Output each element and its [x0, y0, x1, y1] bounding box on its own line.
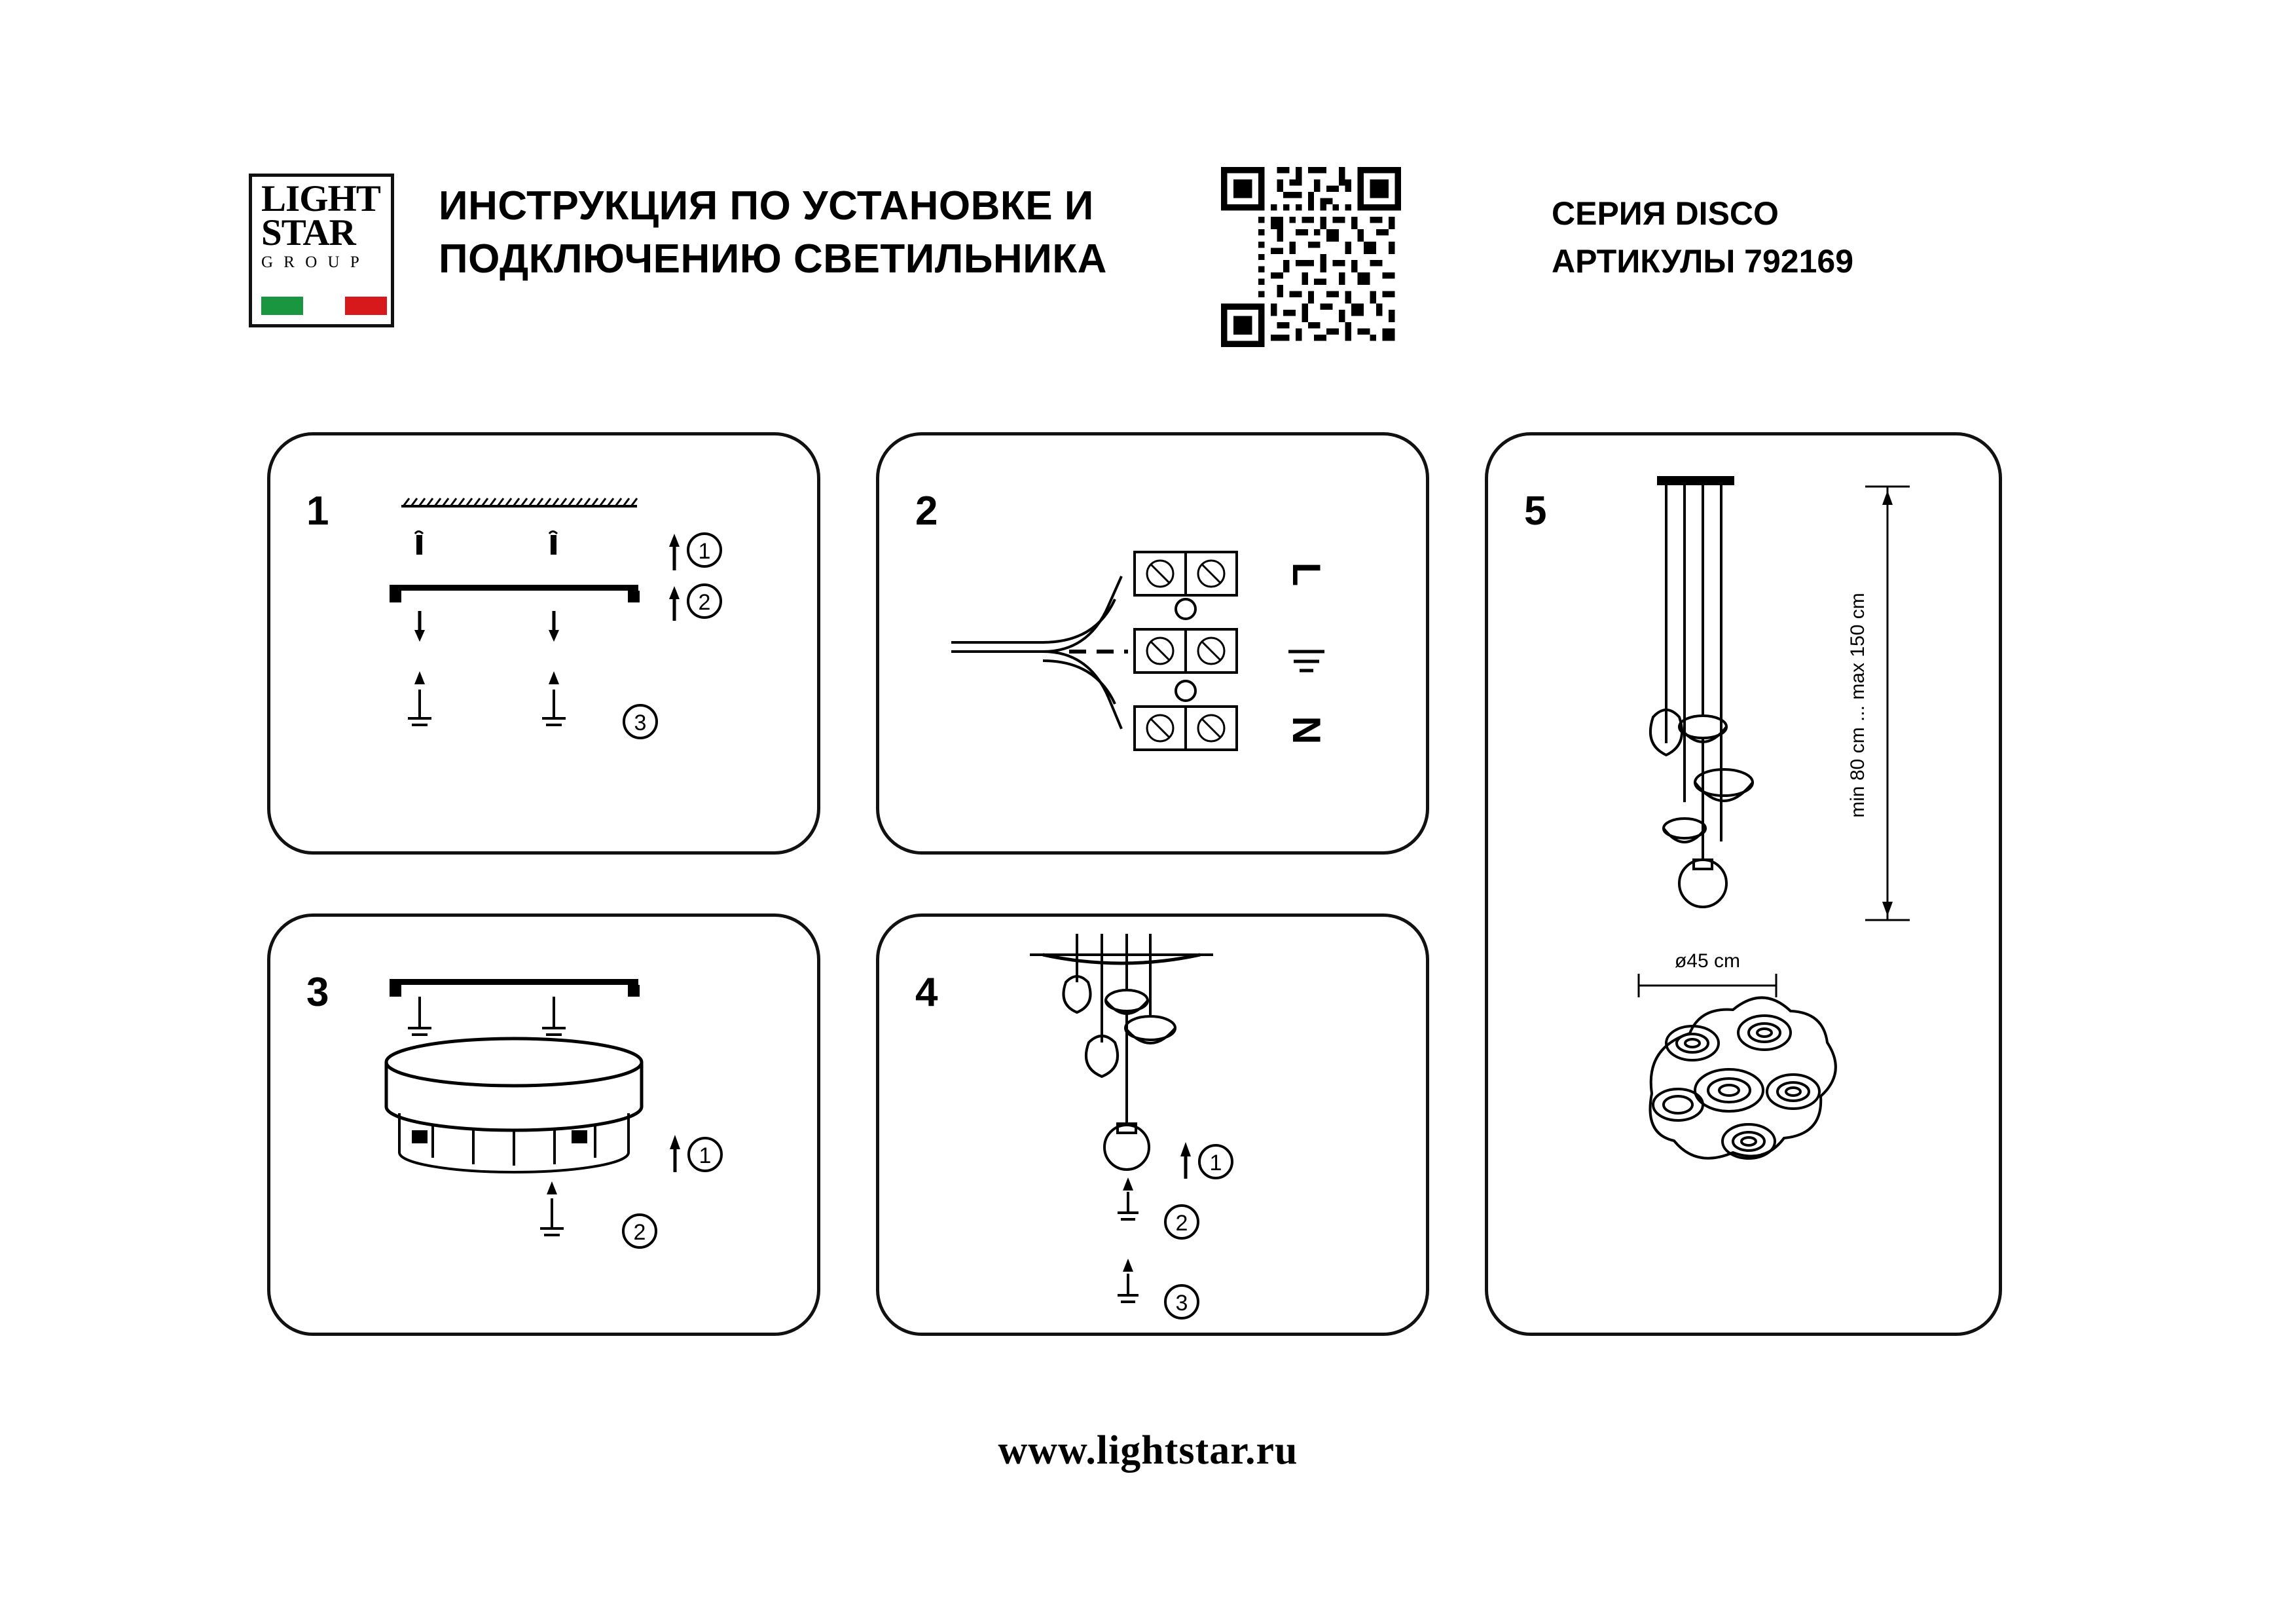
brand-logo-text [261, 178, 387, 271]
step-panel-4 [876, 913, 1429, 1336]
step-number-3: 3 [306, 970, 329, 1015]
document-title-line-2: ПОДКЛЮЧЕНИЮ СВЕТИЛЬНИКА [439, 236, 1107, 282]
step-number-4: 4 [915, 970, 938, 1015]
step-1-callout-3: 3 [634, 710, 647, 735]
articles-label: АРТИКУЛЫ 792169 [1552, 242, 1854, 280]
height-dimension-label: min 80 cm ... max 150 cm [1847, 593, 1868, 818]
document-title [439, 180, 1185, 286]
step-5-diagram [1488, 435, 2005, 1339]
step-4-callout-2: 2 [1175, 1211, 1188, 1236]
step-number-5: 5 [1524, 489, 1547, 534]
step-3-callout-2: 2 [633, 1220, 646, 1245]
step-1-callout-1: 1 [698, 539, 711, 564]
brand-logo-line3: G R O U P [261, 253, 363, 271]
step-2-diagram [879, 435, 1432, 858]
step-4-callout-3: 3 [1175, 1291, 1188, 1316]
brand-logo [249, 174, 394, 327]
step-3-callout-1: 1 [699, 1143, 712, 1168]
step-panel-2 [876, 432, 1429, 855]
italian-flag-icon [261, 297, 387, 315]
step-number-2: 2 [915, 489, 938, 534]
brand-logo-line2: STAR [261, 212, 355, 254]
document-footer [0, 1428, 2296, 1474]
terminal-label-N: N [1285, 716, 1328, 745]
website-url[interactable]: www.lightstar.ru [998, 1428, 1298, 1473]
document-header [249, 167, 2069, 337]
step-4-diagram [879, 917, 1432, 1339]
step-1-diagram [270, 435, 824, 858]
brand-logo-line1: LIGHT [261, 178, 380, 219]
qr-code-icon [1221, 167, 1401, 347]
terminal-label-L: L [1285, 562, 1328, 587]
step-panel-1 [267, 432, 820, 855]
step-3-diagram [270, 917, 824, 1339]
earth-ground-icon [1288, 652, 1324, 671]
step-4-callout-1: 1 [1209, 1151, 1222, 1175]
document-title-line-1: ИНСТРУКЦИЯ ПО УСТАНОВКЕ И [439, 183, 1094, 229]
diameter-dimension-label: ø45 cm [1674, 950, 1741, 972]
step-panel-3 [267, 913, 820, 1336]
series-info [1552, 190, 2010, 285]
series-label: СЕРИЯ DISCO [1552, 195, 1779, 232]
step-number-1: 1 [306, 489, 329, 534]
step-panel-5 [1485, 432, 2002, 1336]
step-1-callout-2: 2 [698, 590, 711, 615]
